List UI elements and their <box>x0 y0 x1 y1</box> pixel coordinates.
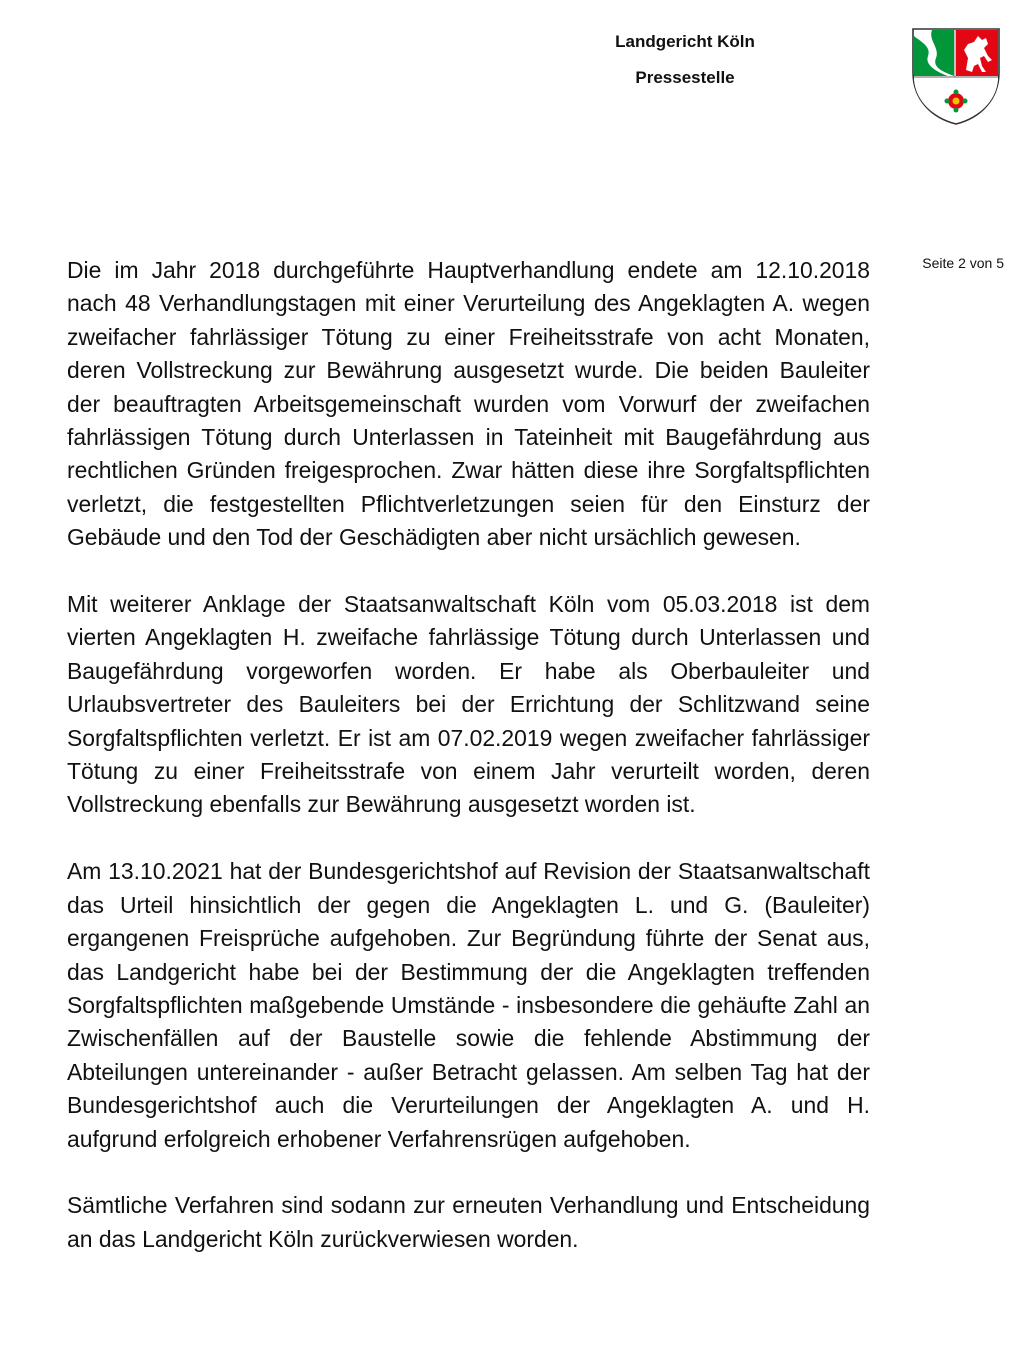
paragraph-bgh-revision: Am 13.10.2021 hat der Bundesgerichtshof auf Revision der Staatsanwaltschaft das Urteil hinsichtlich der gegen die Angeklagten L. und G. (Bauleiter) ergangenen Freisprüche aufgehoben. Zur Begründung führte der Senat aus, das Landgericht habe bei der Bestimmung der die Angeklagten treffenden Sorgfaltspflichten maßgebende Umstände - insbesondere die gehäufte Zahl an Zwischenfällen auf der Baustelle sowie die fehlende Abstimmung der Abteilungen untereinander - außer Betracht gelassen. Am selben Tag hat der Bundesgerichtshof auch die Verurteilungen der Angeklagten A. und H. aufgrund erfolgreich erhobener Verfahrensrügen aufgehoben. <box>67 858 870 1152</box>
press-release-body <box>67 254 870 1256</box>
page-number: Seite 2 von 5 <box>922 255 1004 271</box>
court-name: Landgericht Köln <box>615 32 755 51</box>
press-office-label: Pressestelle <box>635 68 735 87</box>
paragraph-indictment-h: Mit weiterer Anklage der Staatsanwaltschaft Köln vom 05.03.2018 ist dem vierten Angeklagten H. zweifache fahrlässige Tötung durch Unterlassen und Baugefährdung vorgeworfen worden. Er habe als Oberbauleiter und Urlaubsvertreter des Bauleiters bei der Errichtung der Schlitzwand seine Sorgfaltspflichten verletzt. Er ist am 07.02.2019 wegen zweifacher fahrlässiger Tötung zu einer Freiheitsstrafe von einem Jahr verurteilt worden, deren Vollstreckung ebenfalls zur Bewährung ausgesetzt worden ist. <box>67 591 870 818</box>
nrw-coat-of-arms-icon <box>910 26 1002 126</box>
paragraph-verdict-2018: Die im Jahr 2018 durchgeführte Hauptverhandlung endete am 12.10.2018 nach 48 Verhandlungstagen mit einer Verurteilung des Angeklagten A. wegen zweifacher fahrlässiger Tötung zu einer Freiheitsstrafe von acht Monaten, deren Vollstreckung zur Bewährung ausgesetzt wurde. Die beiden Bauleiter der beauftragten Arbeitsgemeinschaft wurden vom Vorwurf der zweifachen fahrlässigen Tötung durch Unterlassen in Tateinheit mit Baugefährdung aus rechtlichen Gründen freigesprochen. Zwar hätten diese ihre Sorgfaltspflichten verletzt, die festgestellten Pflichtverletzungen seien für den Einsturz der Gebäude und den Tod der Geschädigten aber nicht ursächlich gewesen. <box>67 257 870 551</box>
paragraph-referral: Sämtliche Verfahren sind sodann zur erneuten Verhandlung und Entscheidung an das Landgericht Köln zurückverwiesen worden. <box>67 1192 870 1252</box>
